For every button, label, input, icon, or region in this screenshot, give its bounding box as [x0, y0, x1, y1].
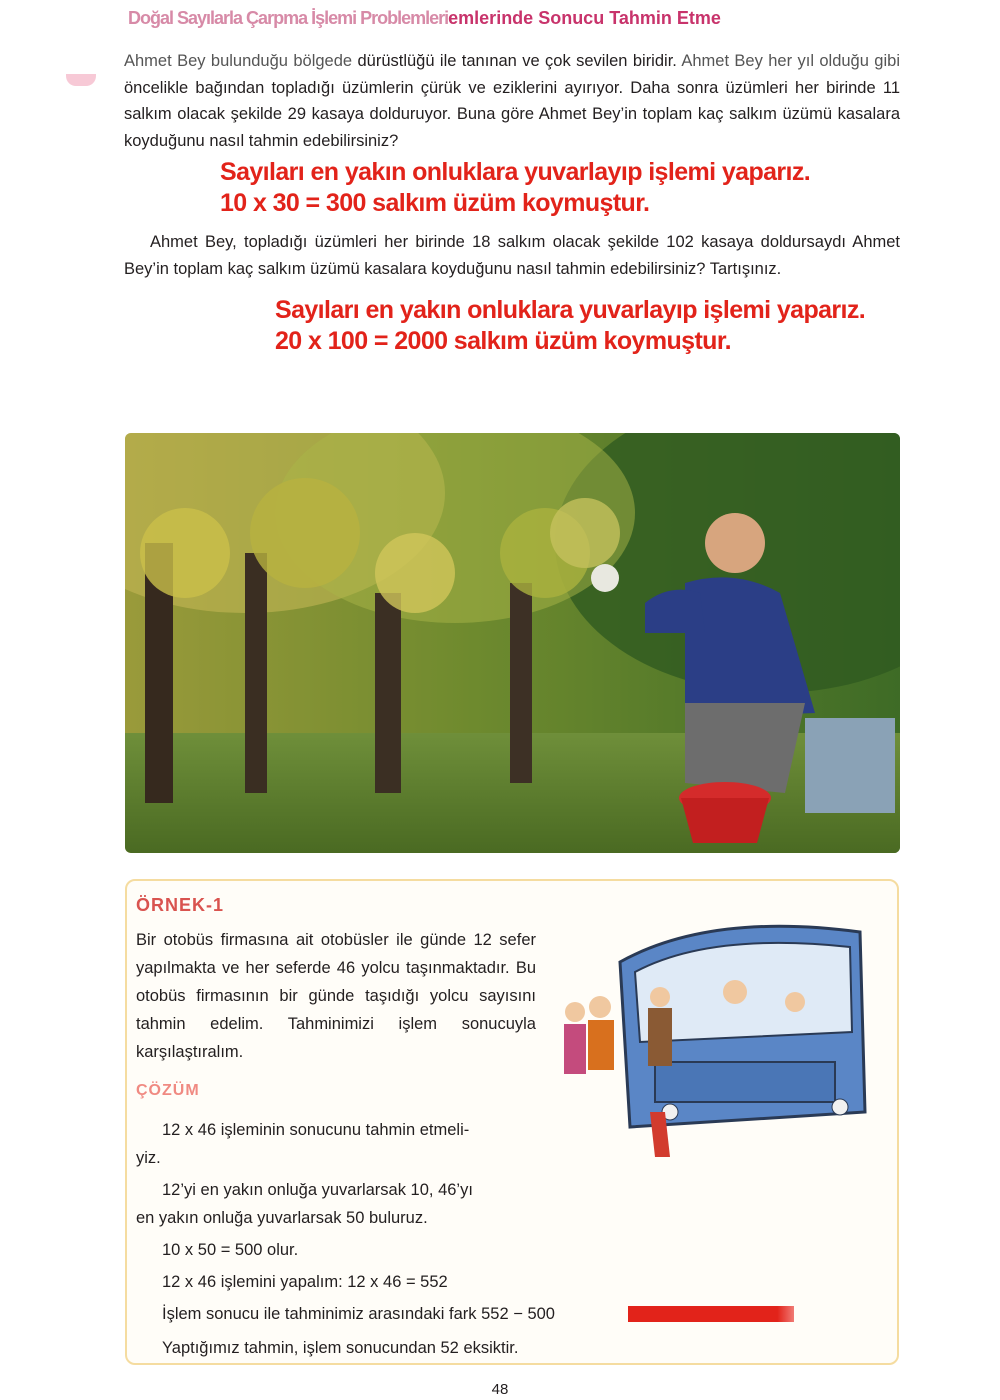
p1-line1-faded: Ahmet Bey bulunduğu bölgede	[124, 52, 353, 70]
solution-line-3: 10 x 50 = 500 olur.	[162, 1241, 299, 1259]
solution-line-5: İşlem sonucu ile tahminimiz arasındaki fark 552 − 500	[162, 1305, 555, 1323]
solution-line-6: Yaptığımız tahmin, işlem sonucundan 52 eksiktir.	[162, 1339, 519, 1357]
chapter-header	[128, 8, 868, 32]
solution-line-2b: en yakın onluğa yuvarlarsak 50 buluruz.	[136, 1209, 428, 1227]
solution-line-2a: 12’yi en yakın onluğa yuvarlarsak 10, 46’yı	[162, 1181, 473, 1199]
bus-illustration	[560, 912, 880, 1162]
vineyard-photo	[125, 433, 900, 853]
paragraph-1	[124, 48, 900, 154]
paragraph-2: Ahmet Bey, topladığı üzümleri her birinde 18 salkım olacak şekilde 102 kasaya doldursaydı Ahmet Bey’in toplam kaç salkım üzümü kasalara koyduğunu nasıl tahmin edebilirsiniz? Tartışınız.	[124, 233, 900, 278]
example-title: ÖRNEK-1	[136, 895, 225, 915]
header-faded-part: Doğal Sayılarla Çarpma İşlemi Problemleri	[128, 8, 449, 28]
answer-2-line-1: Sayıları en yakın onluklara yuvarlayıp işlemi yaparız.	[275, 296, 866, 324]
p1-line1: dürüstlüğü ile tanınan ve çok sevilen biridir.	[357, 52, 677, 70]
answer-1-line-1: Sayıları en yakın onluklara yuvarlayıp işlemi yaparız.	[220, 158, 811, 186]
solution-line-1b: yiz.	[136, 1149, 161, 1167]
page-number: 48	[491, 1381, 509, 1398]
answer-1-line-2: 10 x 30 = 300 salkım üzüm koymuştur.	[220, 189, 650, 217]
handwritten-answer-2	[275, 295, 865, 357]
example-text: Bir otobüs firmasına ait otobüsler ile günde 12 sefer yapılmakta ve her seferde 46 yolcu taşınmaktadır. Bu otobüs firmasının bir günde taşıdığı yolcu sayısını tahmin edelim. Tahminimizi işlem sonucuyla karşılaştıralım.	[136, 931, 536, 1061]
solution-line-4: 12 x 46 işlemini yapalım: 12 x 46 = 552	[162, 1273, 448, 1291]
margin-tab-decoration	[66, 74, 96, 86]
redacted-highlight	[628, 1306, 794, 1322]
p1-line2-faded: Ahmet Bey her yıl olduğu gibi	[681, 52, 900, 70]
p1-rest: öncelikle bağından topladığı üzümlerin çürük ve eziklerini ayırıyor. Daha sonra üzümleri her birinde 11 salkım olacak şekilde 29 kasaya dolduruyor. Buna göre Ahmet Bey’in toplam kaç salkım üzümü kasalara koyduğunu nasıl tahmin edebilirsiniz?	[124, 78, 900, 150]
solution-title: ÇÖZÜM	[136, 1082, 200, 1099]
answer-2-line-2: 20 x 100 = 2000 salkım üzüm koymuştur.	[275, 327, 731, 355]
solution-line-1a: 12 x 46 işleminin sonucunu tahmin etmeli-	[162, 1121, 470, 1139]
header-title: emlerinde Sonucu Tahmin Etme	[448, 8, 721, 28]
handwritten-answer-1	[220, 157, 810, 219]
